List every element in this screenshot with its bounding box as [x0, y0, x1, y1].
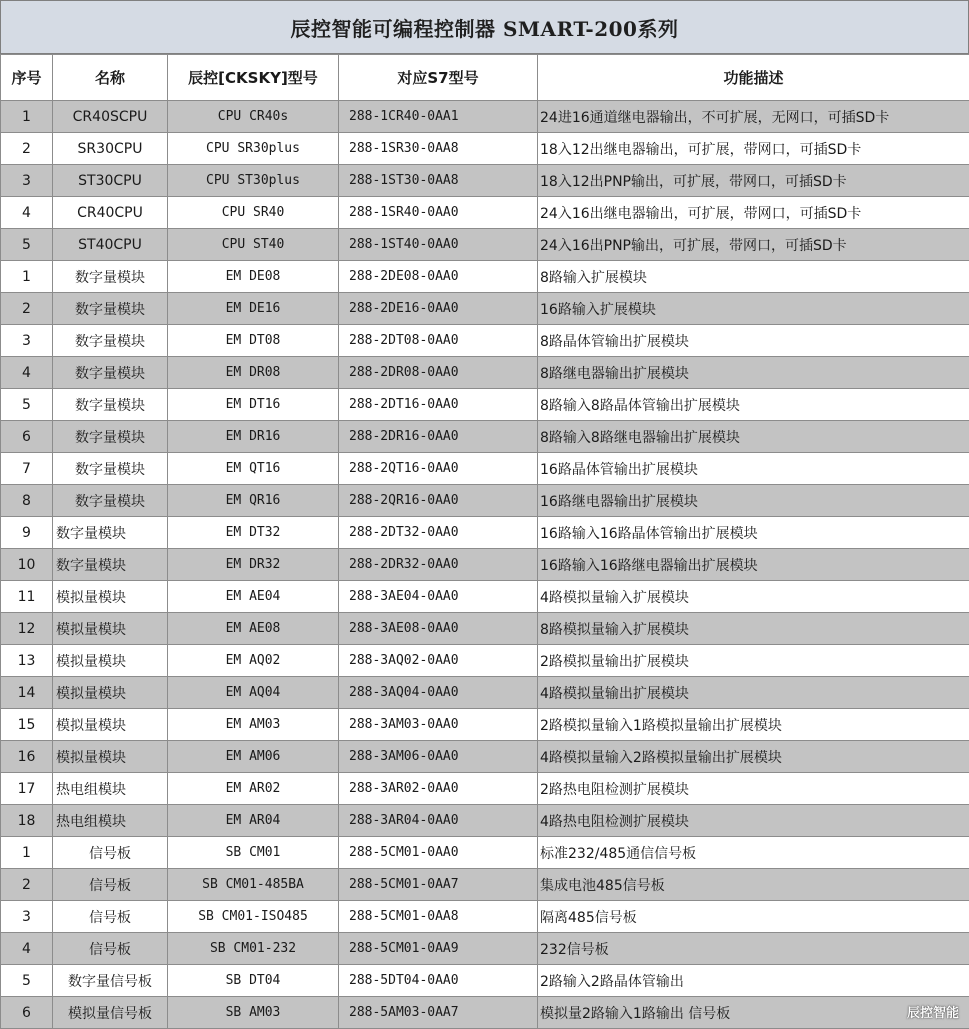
table-row — [1, 485, 969, 517]
table-body — [1, 101, 969, 1029]
cell-description: 16路继电器输出扩展模块 — [538, 485, 969, 517]
cell-model: EM AM06 — [168, 741, 339, 773]
cell-name: 数字量信号板 — [53, 965, 168, 997]
table-row — [1, 421, 969, 453]
cell-name: 数字量模块 — [53, 517, 168, 549]
cell-model: CPU CR40s — [168, 101, 339, 133]
cell-description: 16路晶体管输出扩展模块 — [538, 453, 969, 485]
cell-model: EM DR16 — [168, 421, 339, 453]
cell-seq: 15 — [1, 709, 53, 741]
sheet-title: 辰控智能可编程控制器 SMART-200系列 — [0, 0, 969, 54]
cell-model: EM DT08 — [168, 325, 339, 357]
cell-s7-model: 288-5DT04-0AA0 — [339, 965, 538, 997]
cell-name: 数字量模块 — [53, 325, 168, 357]
cell-seq: 13 — [1, 645, 53, 677]
table-row — [1, 133, 969, 165]
cell-s7-model: 288-3AM03-0AA0 — [339, 709, 538, 741]
cell-description: 集成电池485信号板 — [538, 869, 969, 901]
header-s7: 对应S7型号 — [339, 55, 538, 101]
table-row — [1, 837, 969, 869]
cell-seq: 4 — [1, 933, 53, 965]
table-row — [1, 357, 969, 389]
cell-model: SB AM03 — [168, 997, 339, 1029]
cell-seq: 9 — [1, 517, 53, 549]
table-row — [1, 677, 969, 709]
cell-model: EM AE08 — [168, 613, 339, 645]
cell-description: 4路热电阻检测扩展模块 — [538, 805, 969, 837]
cell-seq: 16 — [1, 741, 53, 773]
cell-model: SB CM01-232 — [168, 933, 339, 965]
table-row — [1, 741, 969, 773]
cell-description: 2路输入2路晶体管输出 — [538, 965, 969, 997]
cell-name: 数字量模块 — [53, 357, 168, 389]
cell-seq: 2 — [1, 293, 53, 325]
table-row — [1, 197, 969, 229]
header-row — [1, 55, 969, 101]
cell-model: EM DE08 — [168, 261, 339, 293]
cell-s7-model: 288-2DE16-0AA0 — [339, 293, 538, 325]
cell-seq: 5 — [1, 229, 53, 261]
cell-seq: 3 — [1, 325, 53, 357]
header-desc: 功能描述 — [538, 55, 969, 101]
cell-name: SR30CPU — [53, 133, 168, 165]
table-row — [1, 325, 969, 357]
cell-name: 模拟量模块 — [53, 581, 168, 613]
table-row — [1, 581, 969, 613]
cell-description: 18入12出继电器输出，可扩展，带网口，可插SD卡 — [538, 133, 969, 165]
cell-model: CPU SR40 — [168, 197, 339, 229]
cell-s7-model: 288-2DR16-0AA0 — [339, 421, 538, 453]
cell-s7-model: 288-2QR16-0AA0 — [339, 485, 538, 517]
cell-s7-model: 288-2DR08-0AA0 — [339, 357, 538, 389]
table-row — [1, 261, 969, 293]
cell-name: ST30CPU — [53, 165, 168, 197]
cell-s7-model: 288-3AR04-0AA0 — [339, 805, 538, 837]
cell-s7-model: 288-3AE08-0AA0 — [339, 613, 538, 645]
cell-s7-model: 288-2DE08-0AA0 — [339, 261, 538, 293]
cell-name: 模拟量信号板 — [53, 997, 168, 1029]
product-table — [0, 54, 969, 1029]
cell-model: EM DR08 — [168, 357, 339, 389]
cell-seq: 1 — [1, 837, 53, 869]
cell-s7-model: 288-3AE04-0AA0 — [339, 581, 538, 613]
cell-model: SB CM01 — [168, 837, 339, 869]
cell-seq: 12 — [1, 613, 53, 645]
cell-description: 24入16出PNP输出，可扩展，带网口，可插SD卡 — [538, 229, 969, 261]
cell-s7-model: 288-1ST40-0AA0 — [339, 229, 538, 261]
cell-name: 热电组模块 — [53, 773, 168, 805]
cell-description: 4路模拟量输出扩展模块 — [538, 677, 969, 709]
cell-model: EM AE04 — [168, 581, 339, 613]
cell-name: 数字量模块 — [53, 293, 168, 325]
cell-seq: 6 — [1, 421, 53, 453]
table-row — [1, 805, 969, 837]
cell-model: EM AM03 — [168, 709, 339, 741]
cell-model: CPU SR30plus — [168, 133, 339, 165]
cell-model: SB CM01-ISO485 — [168, 901, 339, 933]
cell-description: 2路模拟量输出扩展模块 — [538, 645, 969, 677]
cell-name: 数字量模块 — [53, 389, 168, 421]
cell-seq: 6 — [1, 997, 53, 1029]
table-row — [1, 389, 969, 421]
cell-description: 16路输入扩展模块 — [538, 293, 969, 325]
cell-model: CPU ST40 — [168, 229, 339, 261]
cell-description: 标准232/485通信信号板 — [538, 837, 969, 869]
cell-model: EM AQ02 — [168, 645, 339, 677]
cell-s7-model: 288-1CR40-0AA1 — [339, 101, 538, 133]
cell-s7-model: 288-3AM06-0AA0 — [339, 741, 538, 773]
cell-name: 模拟量模块 — [53, 645, 168, 677]
cell-s7-model: 288-1SR30-0AA8 — [339, 133, 538, 165]
cell-seq: 11 — [1, 581, 53, 613]
cell-s7-model: 288-2DT08-0AA0 — [339, 325, 538, 357]
table-row — [1, 997, 969, 1029]
cell-name: 信号板 — [53, 837, 168, 869]
cell-model: EM DE16 — [168, 293, 339, 325]
cell-s7-model: 288-3AQ04-0AA0 — [339, 677, 538, 709]
watermark-logo: 辰控智能 — [906, 1006, 959, 1021]
cell-model: EM DT32 — [168, 517, 339, 549]
cell-seq: 4 — [1, 197, 53, 229]
header-name: 名称 — [53, 55, 168, 101]
cell-name: 模拟量模块 — [53, 741, 168, 773]
cell-name: 热电组模块 — [53, 805, 168, 837]
cell-name: 数字量模块 — [53, 421, 168, 453]
cell-description: 8路模拟量输入扩展模块 — [538, 613, 969, 645]
cell-model: EM AQ04 — [168, 677, 339, 709]
header-model: 辰控[CKSKY]型号 — [168, 55, 339, 101]
cell-name: CR40SCPU — [53, 101, 168, 133]
table-row — [1, 869, 969, 901]
cell-s7-model: 288-2DR32-0AA0 — [339, 549, 538, 581]
cell-s7-model: 288-2DT32-0AA0 — [339, 517, 538, 549]
cell-description: 8路输入8路继电器输出扩展模块 — [538, 421, 969, 453]
cell-s7-model: 288-3AQ02-0AA0 — [339, 645, 538, 677]
cell-model: CPU ST30plus — [168, 165, 339, 197]
cell-model: SB DT04 — [168, 965, 339, 997]
table-row — [1, 613, 969, 645]
table-row — [1, 229, 969, 261]
cell-name: 数字量模块 — [53, 485, 168, 517]
cell-seq: 8 — [1, 485, 53, 517]
cell-description: 24进16通道继电器输出，不可扩展，无网口，可插SD卡 — [538, 101, 969, 133]
cell-model: EM DT16 — [168, 389, 339, 421]
cell-s7-model: 288-3AR02-0AA0 — [339, 773, 538, 805]
table-row — [1, 549, 969, 581]
cell-description: 232信号板 — [538, 933, 969, 965]
cell-model: EM DR32 — [168, 549, 339, 581]
cell-seq: 7 — [1, 453, 53, 485]
cell-name: CR40CPU — [53, 197, 168, 229]
cell-name: 数字量模块 — [53, 549, 168, 581]
table-row — [1, 293, 969, 325]
cell-name: 数字量模块 — [53, 261, 168, 293]
cell-description: 8路输入扩展模块 — [538, 261, 969, 293]
cell-model: EM AR02 — [168, 773, 339, 805]
cell-name: 数字量模块 — [53, 453, 168, 485]
cell-description: 2路热电阻检测扩展模块 — [538, 773, 969, 805]
cell-s7-model: 288-5CM01-0AA9 — [339, 933, 538, 965]
table-row — [1, 965, 969, 997]
cell-description: 18入12出PNP输出，可扩展，带网口，可插SD卡 — [538, 165, 969, 197]
table-row — [1, 933, 969, 965]
cell-description: 模拟量2路输入1路输出 信号板 — [538, 997, 969, 1029]
cell-seq: 1 — [1, 101, 53, 133]
cell-description: 8路继电器输出扩展模块 — [538, 357, 969, 389]
cell-s7-model: 288-5AM03-0AA7 — [339, 997, 538, 1029]
cell-seq: 2 — [1, 133, 53, 165]
cell-name: 信号板 — [53, 869, 168, 901]
cell-s7-model: 288-5CM01-0AA8 — [339, 901, 538, 933]
cell-s7-model: 288-1SR40-0AA0 — [339, 197, 538, 229]
table-row — [1, 453, 969, 485]
cell-seq: 1 — [1, 261, 53, 293]
cell-seq: 4 — [1, 357, 53, 389]
cell-name: 信号板 — [53, 901, 168, 933]
cell-s7-model: 288-5CM01-0AA0 — [339, 837, 538, 869]
cell-name: 信号板 — [53, 933, 168, 965]
cell-seq: 17 — [1, 773, 53, 805]
table-row — [1, 901, 969, 933]
cell-seq: 18 — [1, 805, 53, 837]
cell-model: EM QT16 — [168, 453, 339, 485]
cell-s7-model: 288-1ST30-0AA8 — [339, 165, 538, 197]
cell-s7-model: 288-2DT16-0AA0 — [339, 389, 538, 421]
cell-seq: 3 — [1, 901, 53, 933]
cell-s7-model: 288-2QT16-0AA0 — [339, 453, 538, 485]
table-row — [1, 517, 969, 549]
cell-description: 16路输入16路继电器输出扩展模块 — [538, 549, 969, 581]
cell-name: 模拟量模块 — [53, 709, 168, 741]
table-row — [1, 165, 969, 197]
table-row — [1, 709, 969, 741]
cell-description: 2路模拟量输入1路模拟量输出扩展模块 — [538, 709, 969, 741]
cell-seq: 3 — [1, 165, 53, 197]
cell-model: SB CM01-485BA — [168, 869, 339, 901]
cell-description: 4路模拟量输入扩展模块 — [538, 581, 969, 613]
table-row — [1, 645, 969, 677]
cell-seq: 14 — [1, 677, 53, 709]
cell-description: 24入16出继电器输出，可扩展，带网口，可插SD卡 — [538, 197, 969, 229]
cell-seq: 2 — [1, 869, 53, 901]
header-seq: 序号 — [1, 55, 53, 101]
cell-name: 模拟量模块 — [53, 613, 168, 645]
table-row — [1, 773, 969, 805]
cell-model: EM QR16 — [168, 485, 339, 517]
cell-name: 模拟量模块 — [53, 677, 168, 709]
cell-s7-model: 288-5CM01-0AA7 — [339, 869, 538, 901]
cell-description: 4路模拟量输入2路模拟量输出扩展模块 — [538, 741, 969, 773]
cell-seq: 10 — [1, 549, 53, 581]
cell-seq: 5 — [1, 389, 53, 421]
cell-description: 8路晶体管输出扩展模块 — [538, 325, 969, 357]
cell-name: ST40CPU — [53, 229, 168, 261]
cell-description: 8路输入8路晶体管输出扩展模块 — [538, 389, 969, 421]
cell-seq: 5 — [1, 965, 53, 997]
cell-model: EM AR04 — [168, 805, 339, 837]
table-row — [1, 101, 969, 133]
cell-description: 16路输入16路晶体管输出扩展模块 — [538, 517, 969, 549]
cell-description: 隔离485信号板 — [538, 901, 969, 933]
